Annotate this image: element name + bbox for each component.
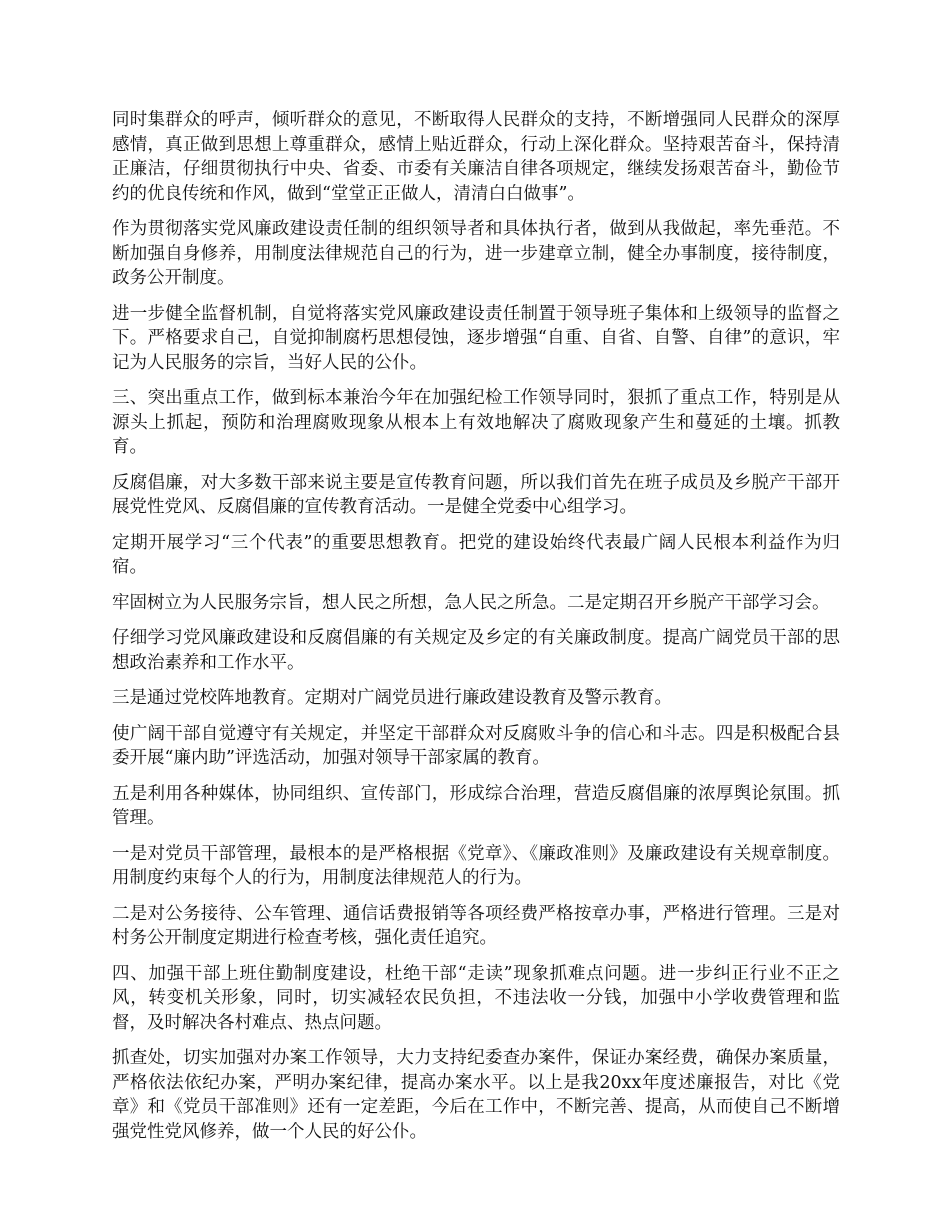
paragraph-13: 二是对公务接待、公车管理、通信话费报销等各项经费严格按章办事，严格进行管理。三是对村务公开制度定期进行检查考核，强化责任追究。 xyxy=(112,903,840,948)
paragraph-10: 使广阔干部自觉遵守有关规定，并坚定干部群众对反腐败斗争的信心和斗志。四是积极配合县委开展“廉内助”评选活动，加强对领导干部家属的教育。 xyxy=(112,723,840,768)
paragraph-7: 牢固树立为人民服务宗旨，想人民之所想，急人民之所急。二是定期召开乡脱产干部学习会。 xyxy=(112,592,830,613)
paragraph-3: 进一步健全监督机制，自觉将落实党风廉政建设责任制置于领导班子集体和上级领导的监督之下。严格要求自己，自觉抑制腐朽思想侵蚀，逐步增强“自重、自省、自警、自律”的意识，牢记为人民服务的宗旨，当好人民的公仆。 xyxy=(112,303,840,373)
document-body xyxy=(112,108,840,1155)
paragraph-9: 三是通过党校阵地教育。定期对广阔党员进行廉政建设教育及警示教育。 xyxy=(112,688,672,708)
paragraph-4: 三、突出重点工作，做到标本兼治今年在加强纪检工作领导同时，狠抓了重点工作，特别是从源头上抓起，预防和治理腐败现象从根本上有效地解决了腐败现象产生和蔓延的土壤。抓教育。 xyxy=(112,388,840,457)
paragraph-2: 作为贯彻落实党风廉政建设责任制的组织领导者和具体执行者，做到从我做起，率先垂范。不断加强自身修养，用制度法律规范自己的行为，进一步建章立制，健全办事制度，接待制度，政务公开制度。 xyxy=(112,219,840,288)
paragraph-6: 定期开展学习“三个代表”的重要思想教育。把党的建设始终代表最广阔人民根本利益作为归宿。 xyxy=(112,532,840,577)
paragraph-14: 四、加强干部上班住勤制度建设，杜绝干部“走读”现象抓难点问题。进一步纠正行业不正之风，转变机关形象，同时，切实减轻农民负担，不违法收一分钱，加强中小学收费管理和监督，及时解决各村难点、热点问题。 xyxy=(112,963,840,1033)
paragraph-5: 反腐倡廉，对大多数干部来说主要是宣传教育问题，所以我们首先在班子成员及乡脱产干部开展党性党风、反腐倡廉的宣传教育活动。一是健全党委中心组学习。 xyxy=(112,472,840,517)
paragraph-15: 抓查处，切实加强对办案工作领导，大力支持纪委查办案件，保证办案经费，确保办案质量，严格依法依纪办案，严明办案纪律，提高办案水平。以上是我20xx年度述廉报告，对比《党章》和《党员干部准则》还有一定差距，今后在工作中，不断完善、提高，从而使自己不断增强党性党风修养，做一个人民的好公仆。 xyxy=(112,1048,840,1142)
paragraph-12: 一是对党员干部管理，最根本的是严格根据《党章》、《廉政准则》及廉政建设有关规章制度。用制度约束每个人的行为，用制度法律规范人的行为。 xyxy=(112,843,840,888)
paragraph-1: 同时集群众的呼声，倾听群众的意见，不断取得人民群众的支持，不断增强同人民群众的深厚感情，真正做到思想上尊重群众，感情上贴近群众，行动上深化群众。坚持艰苦奋斗，保持清正廉洁，仔细贯彻执行中央、省委、市委有关廉洁自律各项规定，继续发扬艰苦奋斗，勤俭节约的优良传统和作风，做到“堂堂正正做人，清清白白做事”。 xyxy=(112,110,840,204)
paragraph-8: 仔细学习党风廉政建设和反腐倡廉的有关规定及乡定的有关廉政制度。提高广阔党员干部的思想政治素养和工作水平。 xyxy=(112,628,840,673)
paragraph-11: 五是利用各种媒体，协同组织、宣传部门，形成综合治理，营造反腐倡廉的浓厚舆论氛围。抓管理。 xyxy=(112,783,840,828)
